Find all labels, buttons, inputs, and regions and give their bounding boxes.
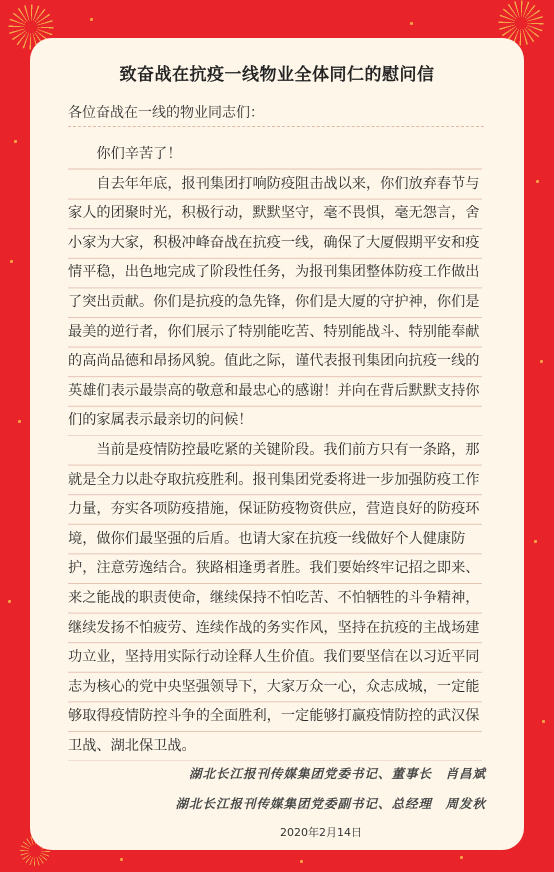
gold-fleck (536, 180, 539, 183)
letter-greeting: 各位奋战在一线的物业同志们： (68, 102, 484, 127)
gold-fleck (90, 18, 93, 21)
signature-general-manager: 湖北长江报刊传媒集团党委副书记、总经理 周发秋 (175, 796, 486, 811)
gold-fleck (14, 140, 17, 143)
gold-fleck (460, 856, 463, 859)
letter-card (30, 38, 524, 850)
letter-paragraph: 自去年年底，报刊集团打响防疫阻击战以来，你们放弃春节与家人的团聚时光，积极行动，默默坚守，毫不畏惧，毫无怨言，舍小家为大家，积极冲峰奋战在抗疫一线，确保了大厦假期平安和疫情平稳，出色地完成了阶段性任务，为报刊集团整体防疫工作做出了突出贡献。你们是抗疫的急先锋，你们是大厦的守护神，你们是最美的逆行者，你们展示了特别能吃苦、特别能战斗、特别能奉献的高尚品德和昂扬风貌。值此之际，谨代表报刊集团向抗疫一线的英雄们表示最崇高的敬意和最忠心的感谢！并向在背后默默支持你们的家属表示最亲切的问候！ (68, 170, 482, 436)
gold-fleck (8, 600, 11, 603)
gold-fleck (120, 858, 123, 861)
gold-fleck (18, 420, 21, 423)
letter-paragraph: 你们辛苦了！ (68, 140, 482, 170)
signature-chairman: 湖北长江报刊传媒集团党委书记、董事长 肖昌斌 (188, 766, 486, 781)
letter-title: 致奋战在抗疫一线物业全体同仁的慰问信 (119, 65, 435, 85)
gold-fleck (542, 720, 545, 723)
gold-fleck (540, 360, 543, 363)
gold-fleck (410, 22, 413, 25)
letter-date: 2020年2月14日 (280, 826, 362, 839)
letter-paragraph: 当前是疫情防控最吃紧的关键阶段。我们前方只有一条路，那就是全力以赴夺取抗疫胜利。报刊集团党委将进一步加强防疫工作力量，夯实各项防疫措施，保证防疫物资供应，营造良好的防疫环境，做你们最坚强的后盾。也请大家在抗疫一线做好个人健康防护，注意劳逸结合。狭路相逢勇者胜。我们要始终牢记招之即来、来之能战的职责使命，继续保持不怕吃苦、不怕牺牲的斗争精神，继续发扬不怕疲劳、连续作战的务实作风，坚持在抗疫的主战场建功立业，坚持用实际行动诠释人生价值。我们要坚信在以习近平同志为核心的党中央坚强领导下，大家万众一心，众志成城，一定能够取得疫情防控斗争的全面胜利，一定能够打赢疫情防控的武汉保卫战、湖北保卫战。 (68, 436, 482, 762)
gold-fleck (300, 860, 303, 863)
gold-fleck (10, 260, 13, 263)
gold-fleck (534, 540, 537, 543)
letter-body (68, 140, 482, 761)
